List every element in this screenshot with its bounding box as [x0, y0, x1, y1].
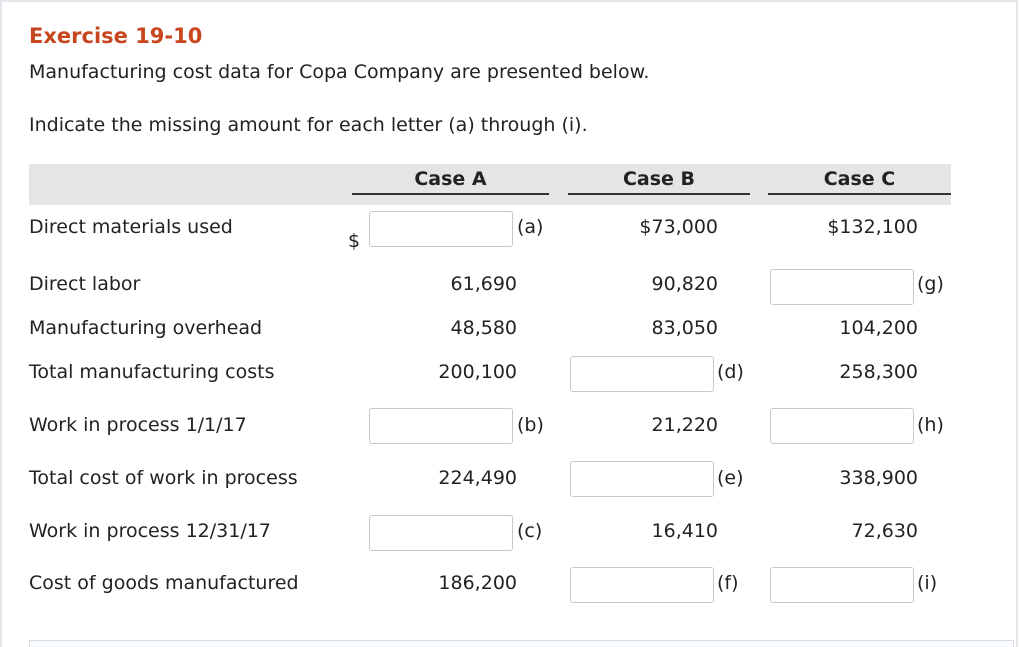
- cell-value-case-a: 186,200: [438, 572, 517, 594]
- answer-letter-label: (b): [517, 414, 544, 436]
- cell-value-case-a: 61,690: [450, 273, 517, 295]
- cell-value-case-b: 16,410: [651, 520, 718, 542]
- answer-letter-label: (d): [717, 361, 744, 383]
- answer-input-case-c[interactable]: [770, 408, 914, 444]
- cell-value-case-a: 200,100: [438, 361, 517, 383]
- answer-input-case-b[interactable]: [570, 567, 714, 603]
- answer-input-case-a[interactable]: [369, 211, 513, 247]
- row-label: Direct materials used: [29, 216, 233, 238]
- answer-letter-label: (a): [517, 216, 544, 238]
- cell-value-case-a: 224,490: [438, 467, 517, 489]
- answer-letter-label: (g): [917, 273, 944, 295]
- row-label: Direct labor: [29, 273, 141, 295]
- answer-input-case-a[interactable]: [369, 515, 513, 551]
- answer-letter-label: (i): [917, 572, 938, 594]
- cell-value-case-c: 72,630: [851, 520, 918, 542]
- column-header-case-c: Case C: [768, 166, 951, 195]
- cell-value-case-b: 21,220: [651, 414, 718, 436]
- row-label: Work in process 12/31/17: [29, 520, 271, 542]
- row-label: Total manufacturing costs: [29, 361, 275, 383]
- answer-letter-label: (c): [517, 520, 543, 542]
- answer-letter-label: (f): [717, 572, 739, 594]
- answer-input-case-c[interactable]: [770, 269, 914, 305]
- row-label: Cost of goods manufactured: [29, 572, 299, 594]
- answer-letter-label: (e): [717, 467, 744, 489]
- next-section-edge: [29, 640, 1014, 647]
- answer-input-case-b[interactable]: [570, 461, 714, 497]
- cell-value-case-c: 104,200: [839, 317, 918, 339]
- cell-value-case-c: 338,900: [839, 467, 918, 489]
- cell-value-case-c: $132,100: [827, 216, 918, 238]
- currency-symbol: $: [348, 230, 361, 252]
- cell-value-case-b: $73,000: [639, 216, 718, 238]
- cell-value-case-a: 48,580: [450, 317, 517, 339]
- cell-value-case-b: 83,050: [651, 317, 718, 339]
- row-label: Manufacturing overhead: [29, 317, 263, 339]
- exercise-title: Exercise 19-10: [29, 24, 203, 48]
- column-header-case-b: Case B: [568, 166, 750, 195]
- column-header-case-a: Case A: [352, 166, 549, 195]
- cell-value-case-b: 90,820: [651, 273, 718, 295]
- answer-input-case-b[interactable]: [570, 356, 714, 392]
- row-label: Work in process 1/1/17: [29, 414, 247, 436]
- instruction-text: Indicate the missing amount for each letter (a) through (i).: [29, 114, 588, 136]
- answer-letter-label: (h): [917, 414, 944, 436]
- cell-value-case-c: 258,300: [839, 361, 918, 383]
- answer-input-case-c[interactable]: [770, 567, 914, 603]
- answer-input-case-a[interactable]: [369, 408, 513, 444]
- intro-text: Manufacturing cost data for Copa Company are presented below.: [29, 61, 650, 83]
- row-label: Total cost of work in process: [29, 467, 298, 489]
